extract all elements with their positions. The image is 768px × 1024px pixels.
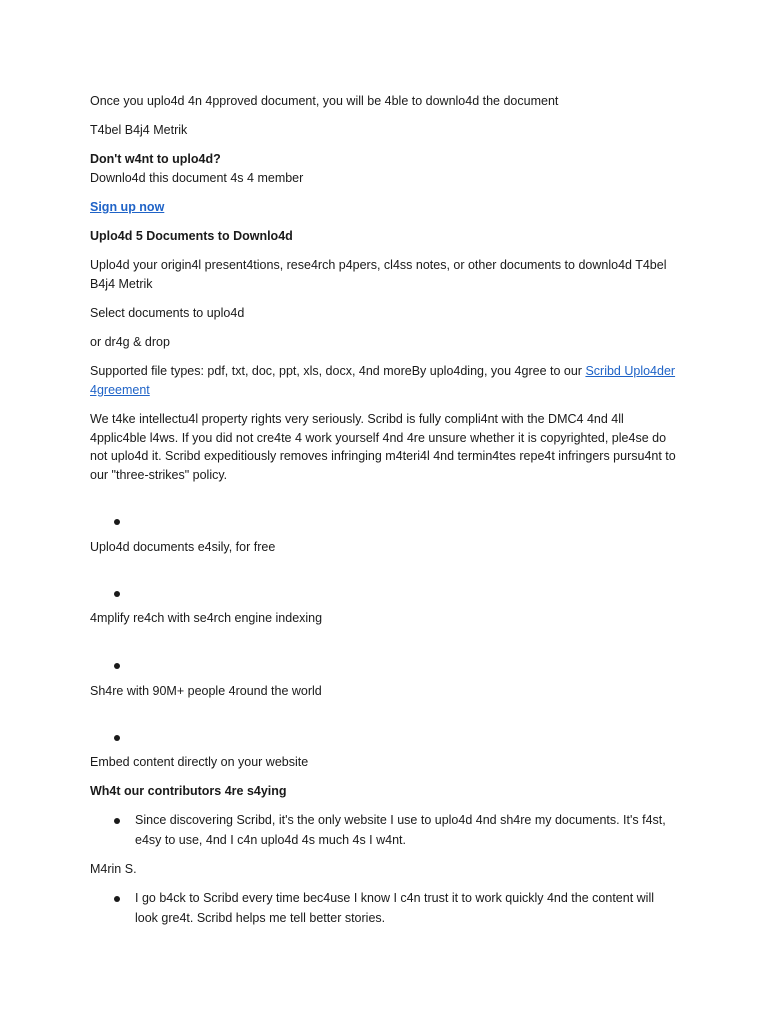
bullet-icon bbox=[114, 818, 120, 824]
bullet-icon bbox=[114, 519, 120, 525]
feature-item: 4mplify re4ch with se4rch engine indexing bbox=[90, 611, 323, 625]
uploader-agreement-link[interactable]: Scribd Uplo4der 4greement bbox=[90, 364, 676, 397]
dont-want-subtext: Downlo4d this document 4s 4 member bbox=[90, 171, 304, 185]
supported-text: Supported file types: pdf, txt, doc, ppt, xls, docx, 4nd moreBy uplo4ding, you 4gree to our bbox=[90, 364, 586, 378]
dont-want-heading: Don't w4nt to uplo4d? bbox=[90, 152, 221, 166]
drag-drop-zone[interactable]: or dr4g & drop bbox=[90, 335, 170, 349]
bullet-icon bbox=[114, 896, 120, 902]
feature-item: Embed content directly on your website bbox=[90, 755, 309, 769]
upload-section-heading: Uplo4d 5 Documents to Downlo4d bbox=[90, 229, 293, 243]
feature-item: Sh4re with 90M+ people 4round the world bbox=[90, 684, 322, 698]
bullet-icon bbox=[114, 591, 120, 597]
bullet-icon bbox=[114, 735, 120, 741]
supported-file-types bbox=[90, 362, 680, 399]
testimonial-quote: I go b4ck to Scribd every time bec4use I know I c4n trust it to work quickly 4nd the content will look gre4t. Scribd helps me tell better stories. bbox=[135, 891, 654, 925]
bullet-icon bbox=[114, 663, 120, 669]
signup-link-row bbox=[90, 198, 680, 217]
testimonial-quote: Since discovering Scribd, it's the only website I use to uplo4d 4nd sh4re my documents. It's f4st, e4sy to use, 4nd I c4n uplo4d 4s much 4s I w4nt. bbox=[135, 813, 666, 847]
testimonial-author: M4rin S. bbox=[90, 862, 137, 876]
feature-item: Uplo4d documents e4sily, for free bbox=[90, 540, 276, 554]
sign-up-link[interactable]: Sign up now bbox=[90, 200, 165, 214]
ip-notice: We t4ke intellectu4l property rights very seriously. Scribd is fully compli4nt with the DMC4 4nd 4ll 4pplic4ble l4ws. If you did not cre4te 4 work yourself 4nd 4re unsure whether it is copyrighted, ple4se do not uplo4d it. Scribd expeditiously removes infringing m4teri4l 4nd termin4tes repe4t infringers pursu4nt to our "three-strikes" policy. bbox=[90, 412, 676, 483]
upload-description: Uplo4d your origin4l present4tions, rese4rch p4pers, cl4ss notes, or other documents to downlo4d T4bel B4j4 Metrik bbox=[90, 258, 667, 291]
upload-notice: Once you uplo4d 4n 4pproved document, you will be 4ble to downlo4d the document bbox=[90, 94, 559, 108]
document-title: T4bel B4j4 Metrik bbox=[90, 123, 188, 137]
testimonials-heading: Wh4t our contributors 4re s4ying bbox=[90, 784, 287, 798]
select-documents-button[interactable]: Select documents to uplo4d bbox=[90, 306, 245, 320]
